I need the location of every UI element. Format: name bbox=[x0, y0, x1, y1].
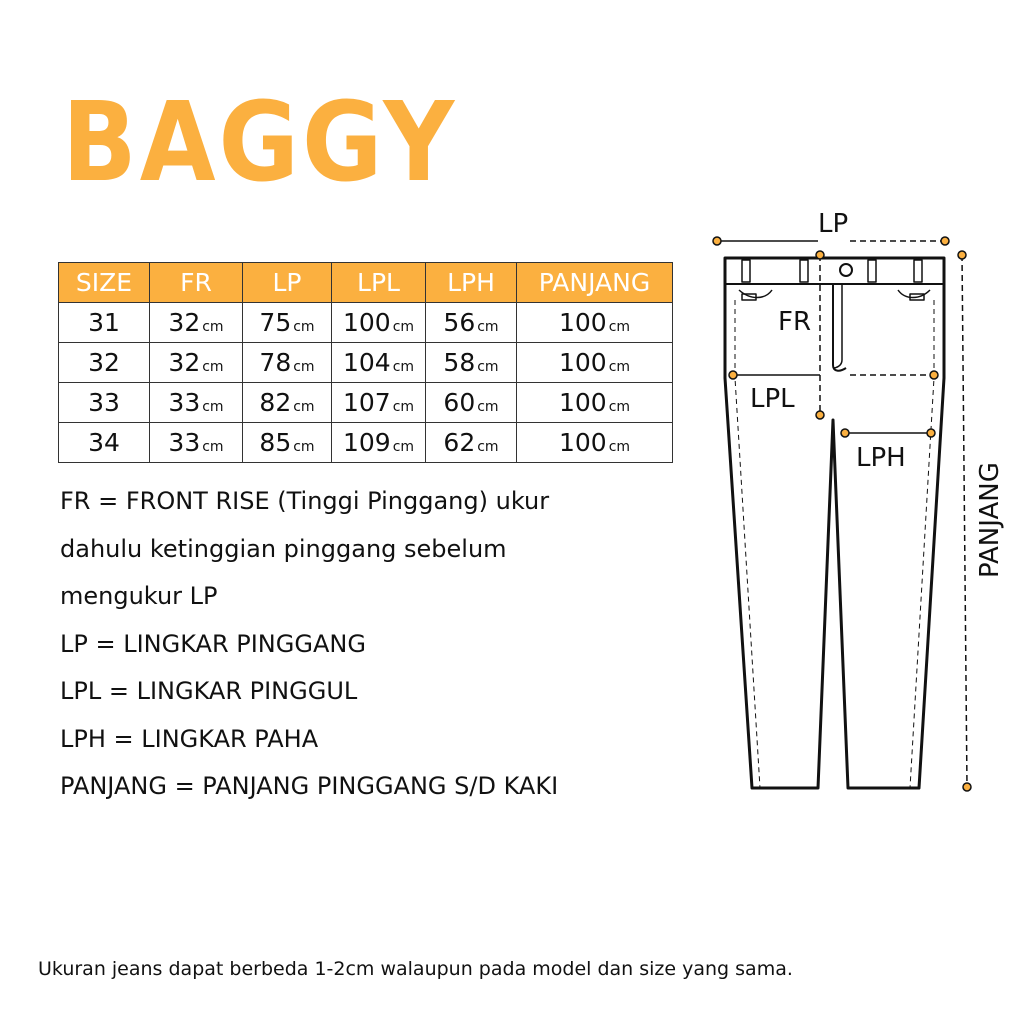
definitions-list bbox=[60, 478, 680, 811]
panjang-measure-line bbox=[958, 251, 971, 791]
label-lph: LPH bbox=[856, 443, 906, 473]
cell-size: 33 bbox=[59, 383, 150, 423]
table-row bbox=[59, 423, 673, 463]
label-lpl: LPL bbox=[750, 384, 795, 414]
cell-lpl: 100 cm bbox=[332, 303, 426, 343]
cell-lp: 78 cm bbox=[243, 343, 332, 383]
cell-lph: 62 cm bbox=[426, 423, 517, 463]
jeans-outline bbox=[725, 258, 944, 788]
cell-panjang: 100 cm bbox=[517, 423, 673, 463]
cell-panjang: 100 cm bbox=[517, 303, 673, 343]
cell-panjang: 100 cm bbox=[517, 343, 673, 383]
size-table bbox=[58, 262, 673, 463]
label-fr: FR bbox=[778, 307, 812, 337]
jeans-diagram bbox=[700, 200, 1010, 810]
definition-line: dahulu ketinggian pinggang sebelum bbox=[60, 534, 507, 563]
page-title: BAGGY bbox=[62, 79, 458, 207]
definition-line: mengukur LP bbox=[60, 582, 218, 610]
header-panjang: PANJANG bbox=[517, 263, 673, 303]
cell-lph: 60 cm bbox=[426, 383, 517, 423]
header-lph: LPH bbox=[426, 263, 517, 303]
label-lp: LP bbox=[818, 209, 849, 239]
header-size: SIZE bbox=[59, 263, 150, 303]
cell-fr: 32 cm bbox=[150, 343, 243, 383]
table-row bbox=[59, 343, 673, 383]
table-row bbox=[59, 303, 673, 343]
definition-line: LP = LINGKAR PINGGANG bbox=[60, 629, 366, 658]
cell-size: 32 bbox=[59, 343, 150, 383]
table-header-row bbox=[59, 263, 673, 303]
cell-lp: 75 cm bbox=[243, 303, 332, 343]
header-fr: FR bbox=[150, 263, 243, 303]
cell-lpl: 107 cm bbox=[332, 383, 426, 423]
cell-fr: 33 cm bbox=[150, 383, 243, 423]
cell-panjang: 100 cm bbox=[517, 383, 673, 423]
cell-lph: 58 cm bbox=[426, 343, 517, 383]
definition-line: LPH = LINGKAR PAHA bbox=[60, 724, 319, 753]
button-icon bbox=[840, 264, 852, 276]
definition-line: LPL = LINGKAR PINGGUL bbox=[60, 677, 358, 705]
cell-fr: 32 cm bbox=[150, 303, 243, 343]
footnote: Ukuran jeans dapat berbeda 1-2cm walaupun pada model dan size yang sama. bbox=[38, 958, 793, 980]
cell-lph: 56 cm bbox=[426, 303, 517, 343]
definition-line: PANJANG = PANJANG PINGGANG S/D KAKI bbox=[60, 772, 559, 800]
cell-fr: 33 cm bbox=[150, 423, 243, 463]
cell-size: 31 bbox=[59, 303, 150, 343]
header-lpl: LPL bbox=[332, 263, 426, 303]
label-panjang: PANJANG bbox=[975, 462, 1005, 578]
cell-lpl: 109 cm bbox=[332, 423, 426, 463]
cell-size: 34 bbox=[59, 423, 150, 463]
table-row bbox=[59, 383, 673, 423]
definition-line: FR = FRONT RISE (Tinggi Pinggang) ukur bbox=[60, 487, 550, 515]
cell-lpl: 104 cm bbox=[332, 343, 426, 383]
cell-lp: 82 cm bbox=[243, 383, 332, 423]
cell-lp: 85 cm bbox=[243, 423, 332, 463]
header-lp: LP bbox=[243, 263, 332, 303]
